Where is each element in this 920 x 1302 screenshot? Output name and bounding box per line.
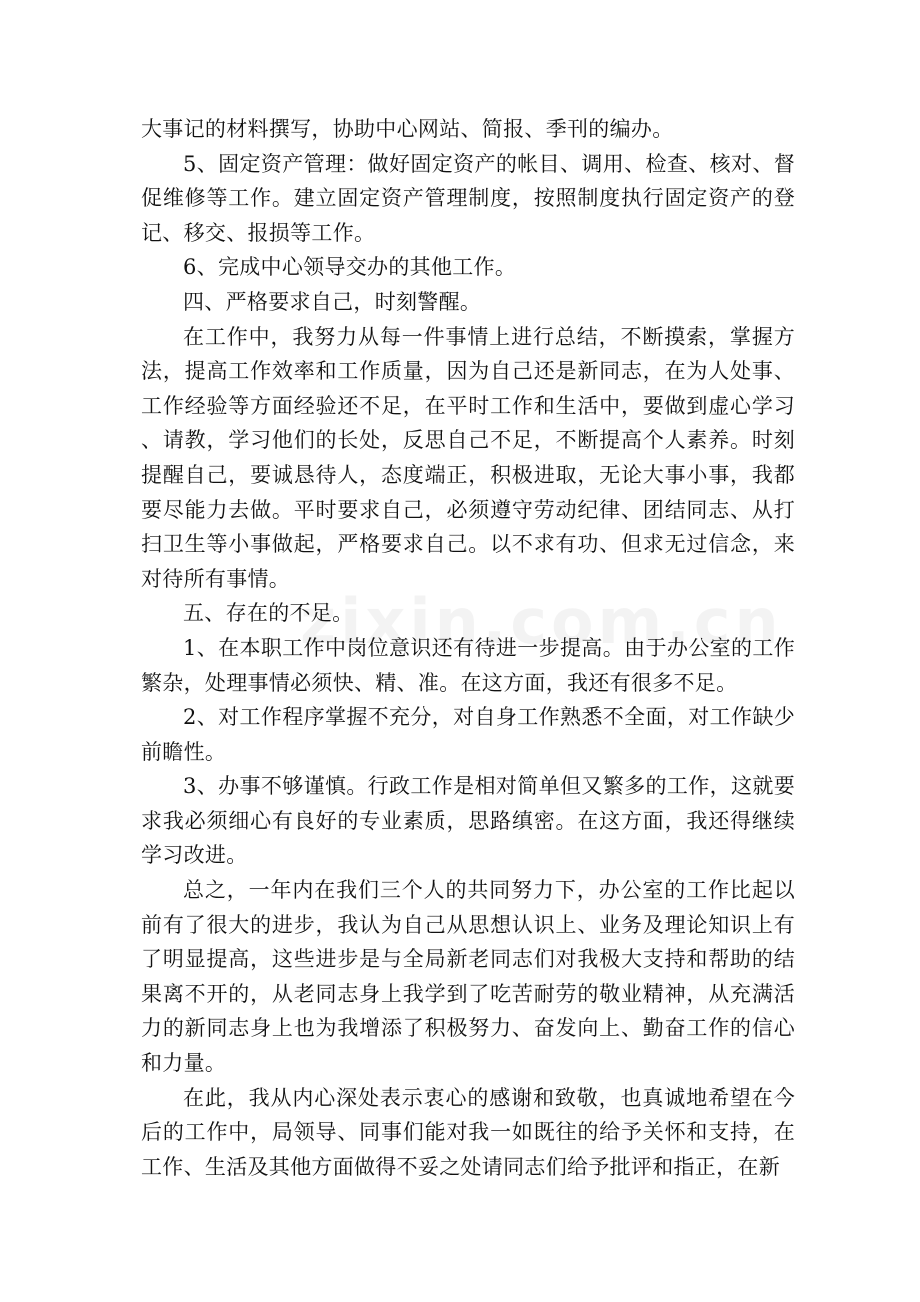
- paragraph-shortcoming-1: 1、在本职工作中岗位意识还有待进一步提高。由于办公室的工作繁杂，处理事情必须快、精、准。在这方面，我还有很多不足。: [141, 635, 795, 695]
- paragraph-shortcoming-3: 3、办事不够谨慎。行政工作是相对简单但又繁多的工作，这就要求我必须细心有良好的专业素质，思路缜密。在这方面，我还得继续学习改进。: [141, 774, 795, 868]
- paragraph-other-tasks: 6、完成中心领导交办的其他工作。: [183, 255, 517, 280]
- paragraph-fixed-assets: 5、固定资产管理：做好固定资产的帐目、调用、检查、核对、督促维修等工作。建立固定资产管理制度，按照制度执行固定资产的登记、移交、报损等工作。: [141, 151, 795, 245]
- paragraph-continuation: 大事记的材料撰写，协助中心网站、简报、季刊的编办。: [141, 117, 674, 141]
- paragraph-work-summary: 在工作中，我努力从每一件事情上进行总结，不断摸索，掌握方法，提高工作效率和工作质量，因为自己还是新同志，在为人处事、工作经验等方面经验还不足，在平时工作和生活中，要做到虚心学习、请教，学习他们的长处，反思自己不足，不断提高个人素养。时刻提醒自己，要诚恳待人，态度端正，积极进取，无论大事小事，我都要尽能力去做。平时要求自己，必须遵守劳动纪律、团结同志、从打扫卫生等小事做起，严格要求自己。以不求有功、但求无过信念，来对待所有事情。: [141, 324, 795, 591]
- paragraph-thanks: 在此，我从内心深处表示衷心的感谢和致敬，也真诚地希望在今后的工作中，局领导、同事们能对我一如既往的给予关怀和支持，在工作、生活及其他方面做得不妥之处请同志们给予批评和指正，在新: [141, 1085, 795, 1179]
- document-body: [141, 112, 795, 1184]
- section-heading-strict-requirements: 四、严格要求自己，时刻警醒。: [183, 289, 482, 314]
- section-heading-shortcomings: 五、存在的不足。: [183, 601, 354, 626]
- paragraph-conclusion: 总之，一年内在我们三个人的共同努力下，办公室的工作比起以前有了很大的进步，我认为自己从思想认识上、业务及理论知识上有了明显提高，这些进步是与全局新老同志们对我极大支持和帮助的结果离不开的，从老同志身上我学到了吃苦耐劳的敬业精神，从充满活力的新同志身上也为我增添了积极努力、奋发向上、勤奋工作的信心和力量。: [141, 878, 795, 1076]
- paragraph-shortcoming-2: 2、对工作程序掌握不充分，对自身工作熟悉不全面，对工作缺少前瞻性。: [141, 705, 795, 764]
